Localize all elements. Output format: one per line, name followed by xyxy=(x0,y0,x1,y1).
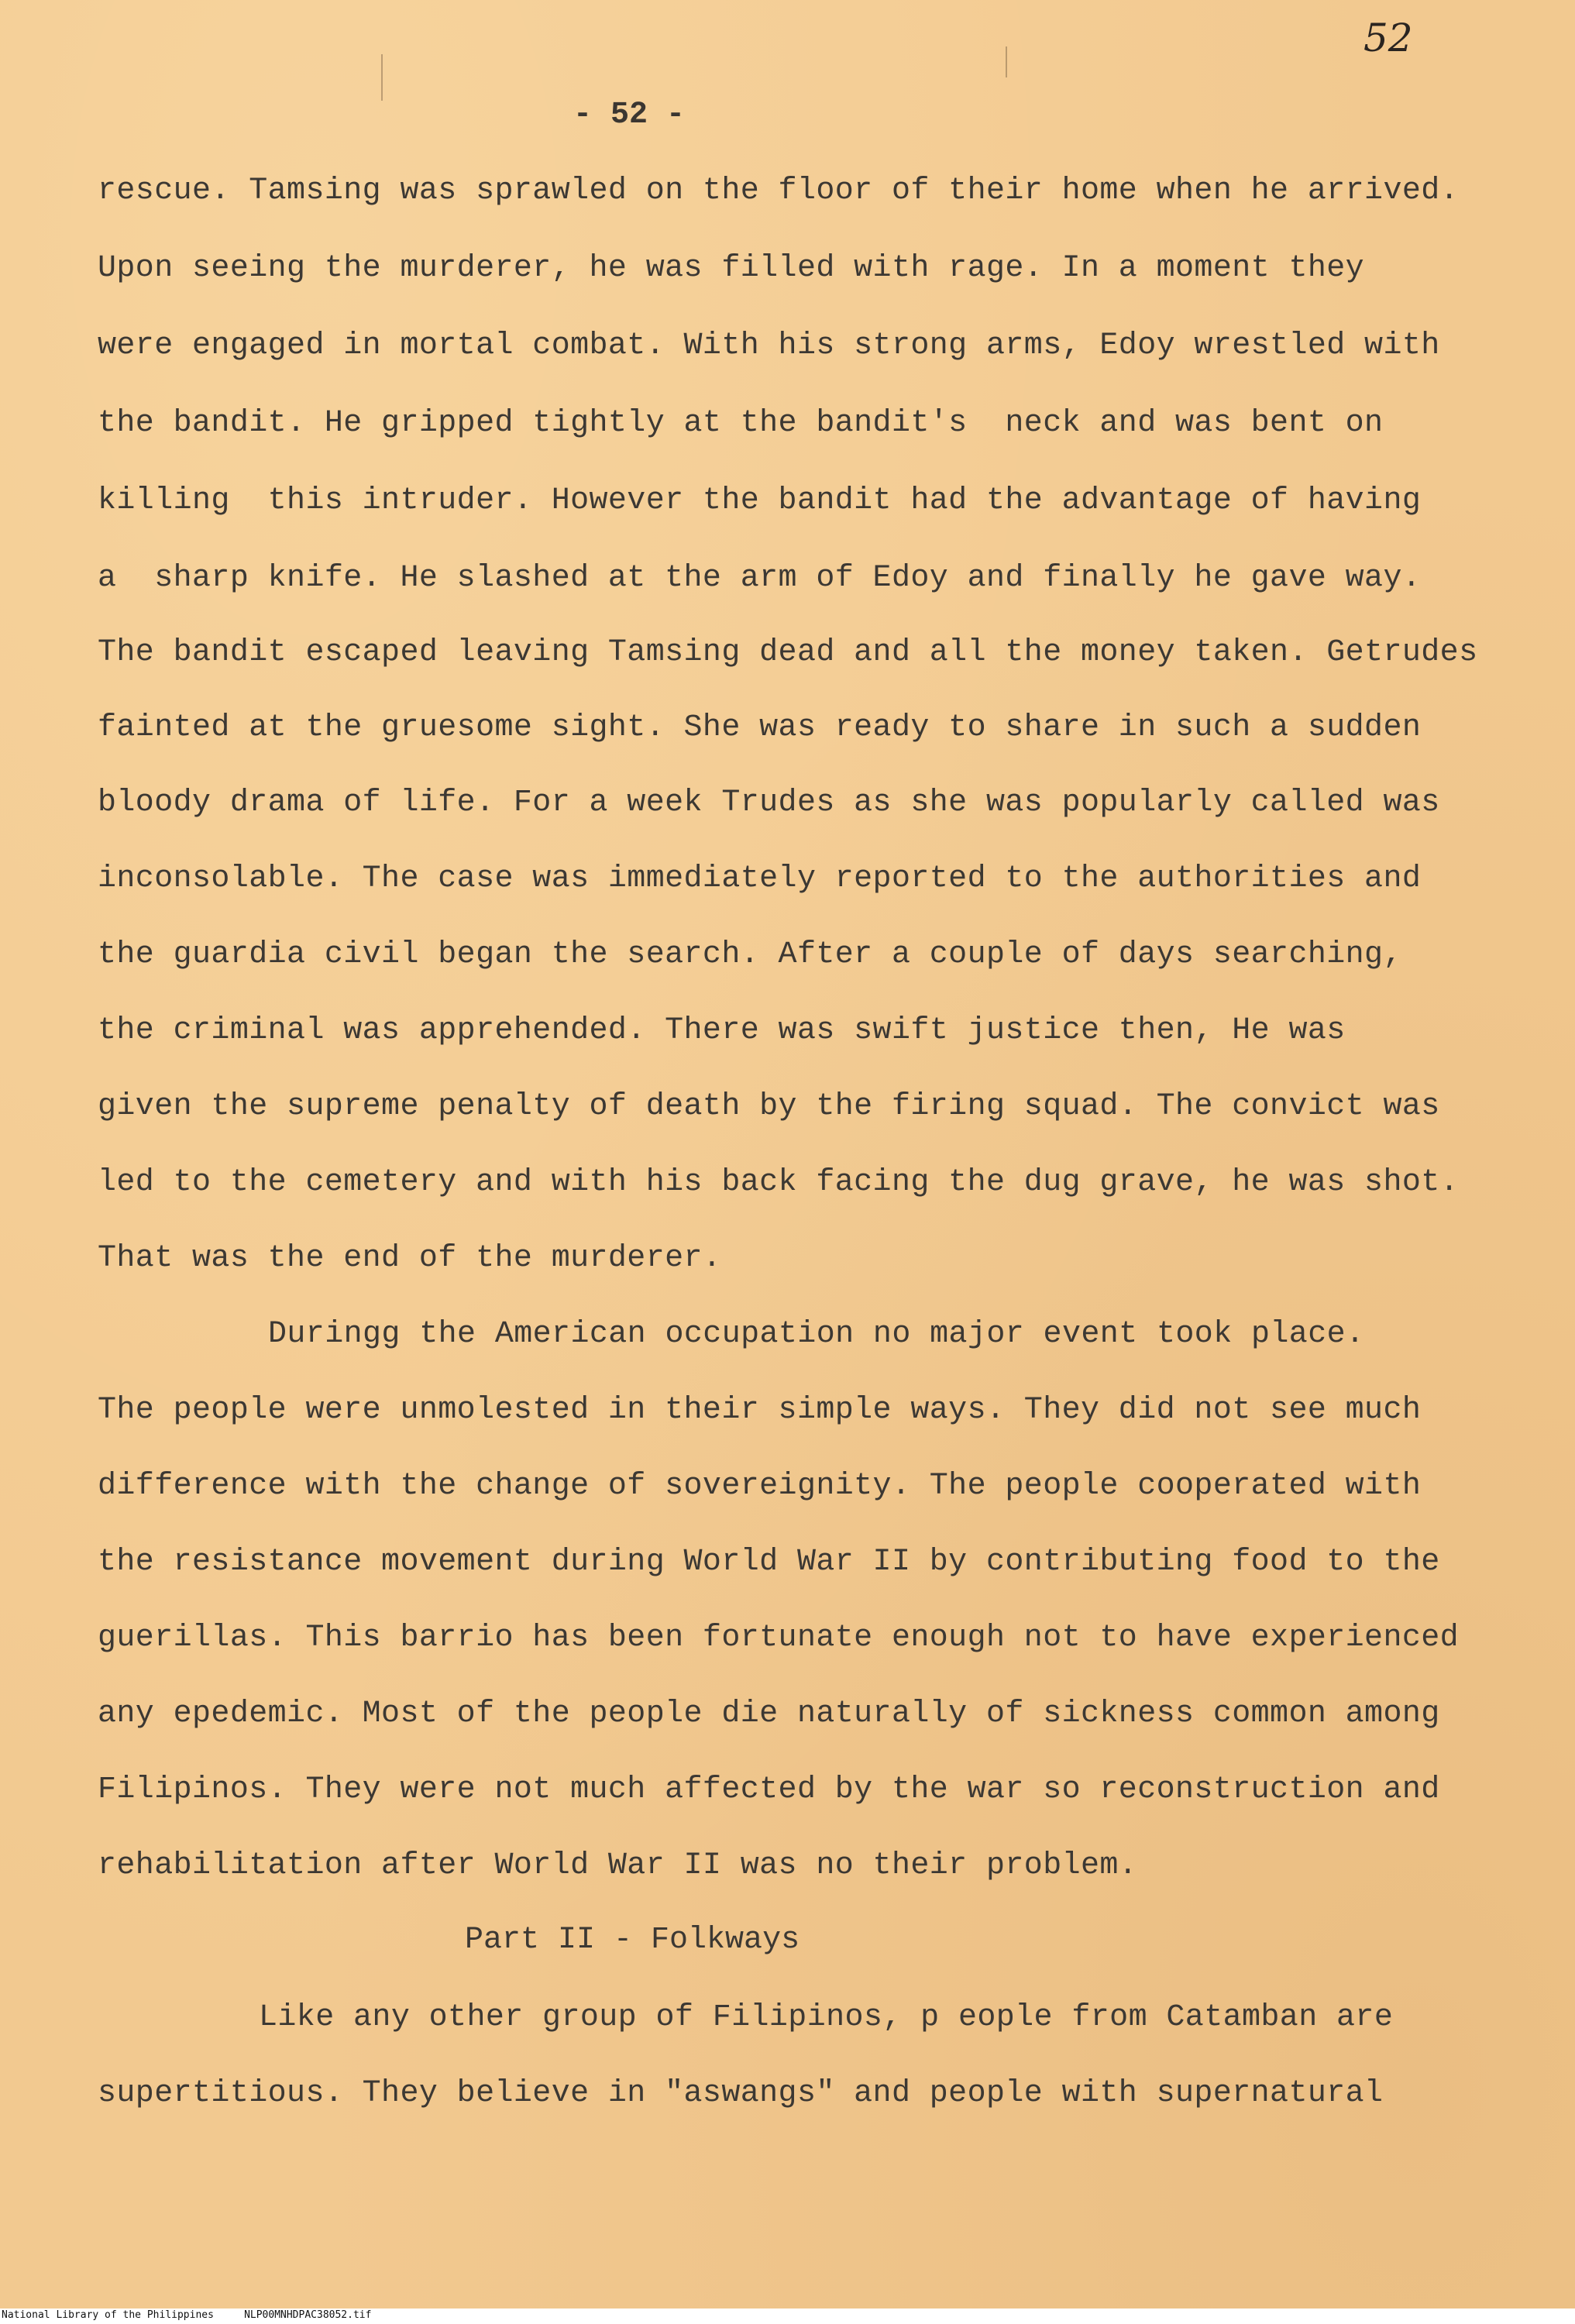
text-line: supertitious. They believe in "aswangs" and people with supernatural xyxy=(98,2076,1384,2111)
text-line: the bandit. He gripped tightly at the bandit's neck and was bent on xyxy=(98,406,1384,441)
handwritten-page-number: 52 xyxy=(1364,15,1413,60)
text-line: Filipinos. They were not much affected by the war so reconstruction and xyxy=(98,1772,1440,1807)
text-line: the criminal was apprehended. There was swift justice then, He was xyxy=(98,1013,1346,1048)
text-line: The bandit escaped leaving Tamsing dead and all the money taken. Getrudes xyxy=(98,635,1478,670)
text-line: difference with the change of sovereignity. The people cooperated with xyxy=(98,1469,1422,1504)
text-line: rehabilitation after World War II was no their problem. xyxy=(98,1848,1138,1883)
text-line: killing this intruder. However the bandit had the advantage of having xyxy=(98,483,1422,518)
text-line: given the supreme penalty of death by the firing squad. The convict was xyxy=(98,1089,1440,1124)
scan-mark xyxy=(1006,46,1007,77)
text-line: guerillas. This barrio has been fortunate enough not to have experienced xyxy=(98,1621,1460,1655)
text-line: The people were unmolested in their simple ways. They did not see much xyxy=(98,1393,1422,1428)
text-line: bloody drama of life. For a week Trudes as she was popularly called was xyxy=(98,786,1440,820)
typed-page-number: - 52 - xyxy=(573,98,686,132)
text-line: a sharp knife. He slashed at the arm of Edoy and finally he gave way. xyxy=(98,561,1422,596)
text-line: Upon seeing the murderer, he was filled with rage. In a moment they xyxy=(98,251,1365,286)
text-line: Duringg the American occupation no major event took place. xyxy=(268,1317,1365,1352)
text-line: That was the end of the murderer. xyxy=(98,1241,722,1276)
text-line: rescue. Tamsing was sprawled on the floor of their home when he arrived. xyxy=(98,174,1460,208)
footer-caption: National Library of the Philippines NLP00MNHDPAC38052.tif xyxy=(2,2309,372,2321)
text-line: fainted at the gruesome sight. She was ready to share in such a sudden xyxy=(98,710,1422,745)
section-heading: Part II - Folkways xyxy=(465,1923,800,1958)
text-line: led to the cemetery and with his back facing the dug grave, he was shot. xyxy=(98,1165,1460,1200)
text-line: Like any other group of Filipinos, p eople from Catamban are xyxy=(259,2000,1394,2035)
text-line: the guardia civil began the search. After a couple of days searching, xyxy=(98,937,1402,972)
text-line: inconsolable. The case was immediately reported to the authorities and xyxy=(98,861,1422,896)
scan-mark xyxy=(381,54,383,101)
text-line: were engaged in mortal combat. With his strong arms, Edoy wrestled with xyxy=(98,328,1440,363)
text-line: any epedemic. Most of the people die naturally of sickness common among xyxy=(98,1697,1440,1731)
text-line: the resistance movement during World War II by contributing food to the xyxy=(98,1545,1440,1580)
